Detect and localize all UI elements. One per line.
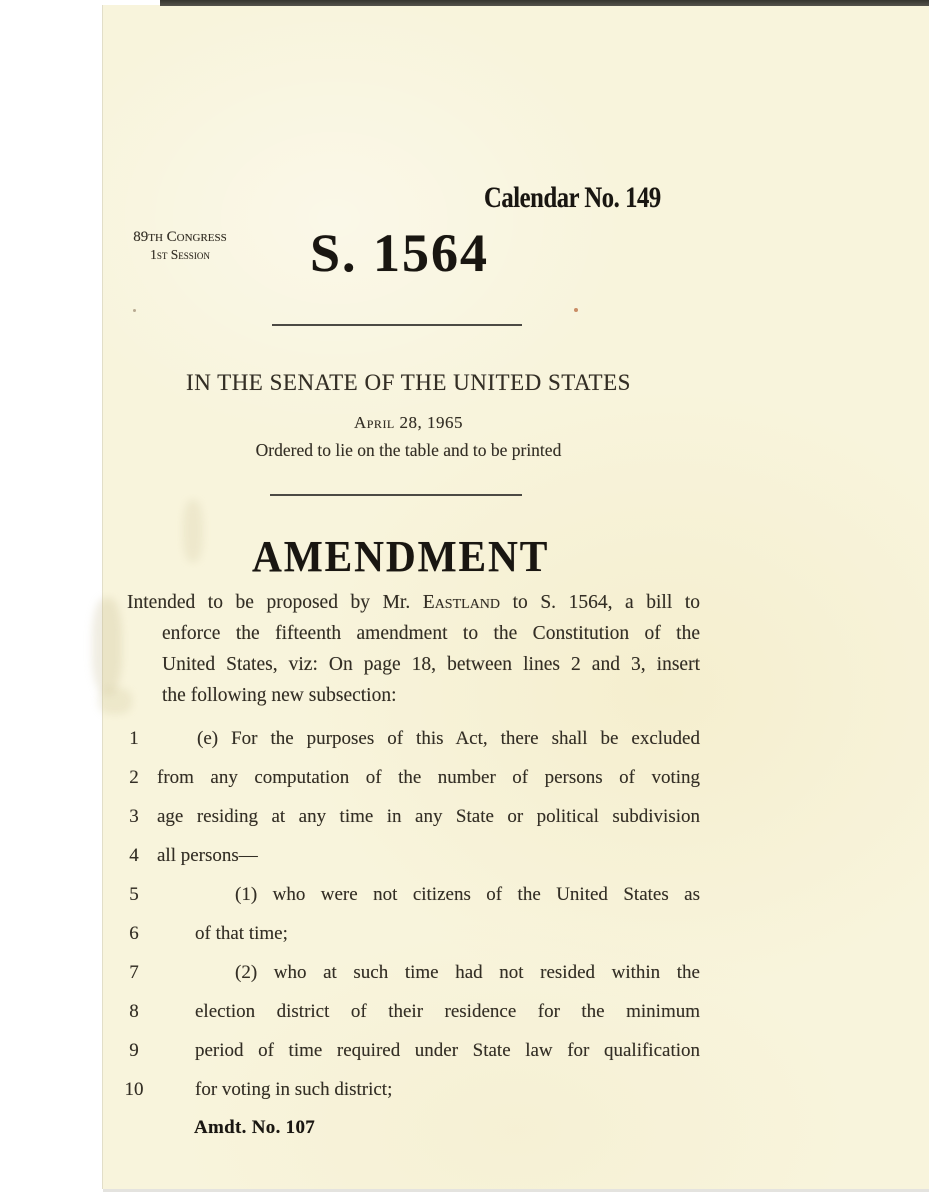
show-through-mark <box>183 500 203 562</box>
line-text: (2) who at such time had not resided within the <box>235 962 700 983</box>
bill-line <box>119 1031 700 1070</box>
line-number: 3 <box>129 806 139 827</box>
line-text: period of time required under State law for qualification <box>195 1040 700 1061</box>
senate-heading: IN THE SENATE OF THE UNITED STATES <box>186 370 631 395</box>
scan-speck <box>133 309 136 312</box>
preamble-text: Intended to be proposed by Mr. <box>127 592 423 613</box>
preamble-paragraph <box>127 587 700 711</box>
line-text: all persons— <box>157 845 258 866</box>
scan-top-edge <box>160 0 929 6</box>
line-text: age residing at any time in any State or political subdivision <box>157 806 700 827</box>
line-number: 2 <box>129 767 139 788</box>
preamble-line <box>127 587 700 618</box>
sponsor-name: Eastland <box>422 592 501 613</box>
line-text: election district of their residence for the minimum <box>195 1001 700 1022</box>
bill-text-block <box>119 719 700 1109</box>
session-line: 1st Session <box>150 247 210 262</box>
bill-line <box>119 1070 700 1109</box>
line-number: 9 <box>129 1040 139 1061</box>
bill-line <box>119 992 700 1031</box>
preamble-text: to S. 1564, a bill to <box>500 592 700 613</box>
line-number: 8 <box>129 1001 139 1022</box>
preamble-line: the following new subsection: <box>162 685 397 706</box>
bill-number: S. 1564 <box>310 223 490 283</box>
line-text: (e) For the purposes of this Act, there shall be excluded <box>197 728 700 749</box>
show-through-mark <box>92 598 122 694</box>
horizontal-rule <box>272 324 522 326</box>
bill-line <box>119 719 700 758</box>
amendment-title: AMENDMENT <box>252 532 550 581</box>
scan-speck <box>574 308 578 312</box>
congress-session-block <box>118 229 242 263</box>
paper-left-edge-line <box>102 5 103 1189</box>
line-number: 5 <box>129 884 139 905</box>
line-text: for voting in such district; <box>195 1079 393 1100</box>
line-number: 1 <box>129 728 139 749</box>
bill-line <box>119 953 700 992</box>
calendar-number: Calendar No. 149 <box>484 181 661 214</box>
line-number: 10 <box>124 1079 144 1100</box>
amendment-number: Amdt. No. 107 <box>194 1117 316 1138</box>
bill-line <box>119 758 700 797</box>
line-number: 7 <box>129 962 139 983</box>
bill-line <box>119 797 700 836</box>
congress-line: 89th Congress <box>133 229 227 245</box>
bill-line <box>119 836 700 875</box>
date-line: April 28, 1965 <box>353 413 464 432</box>
horizontal-rule <box>270 494 522 496</box>
line-text: from any computation of the number of persons of voting <box>157 767 700 788</box>
scan-bottom-edge <box>103 1189 929 1192</box>
line-text: of that time; <box>195 923 288 944</box>
line-number: 6 <box>129 923 139 944</box>
preamble-line: United States, viz: On page 18, between lines 2 and 3, insert <box>162 654 700 675</box>
bill-line <box>119 875 700 914</box>
preamble-line: enforce the fifteenth amendment to the Constitution of the <box>162 623 700 644</box>
bill-line <box>119 914 700 953</box>
ordered-line: Ordered to lie on the table and to be printed <box>255 440 562 460</box>
line-number: 4 <box>129 845 139 866</box>
line-text: (1) who were not citizens of the United States as <box>235 884 700 905</box>
